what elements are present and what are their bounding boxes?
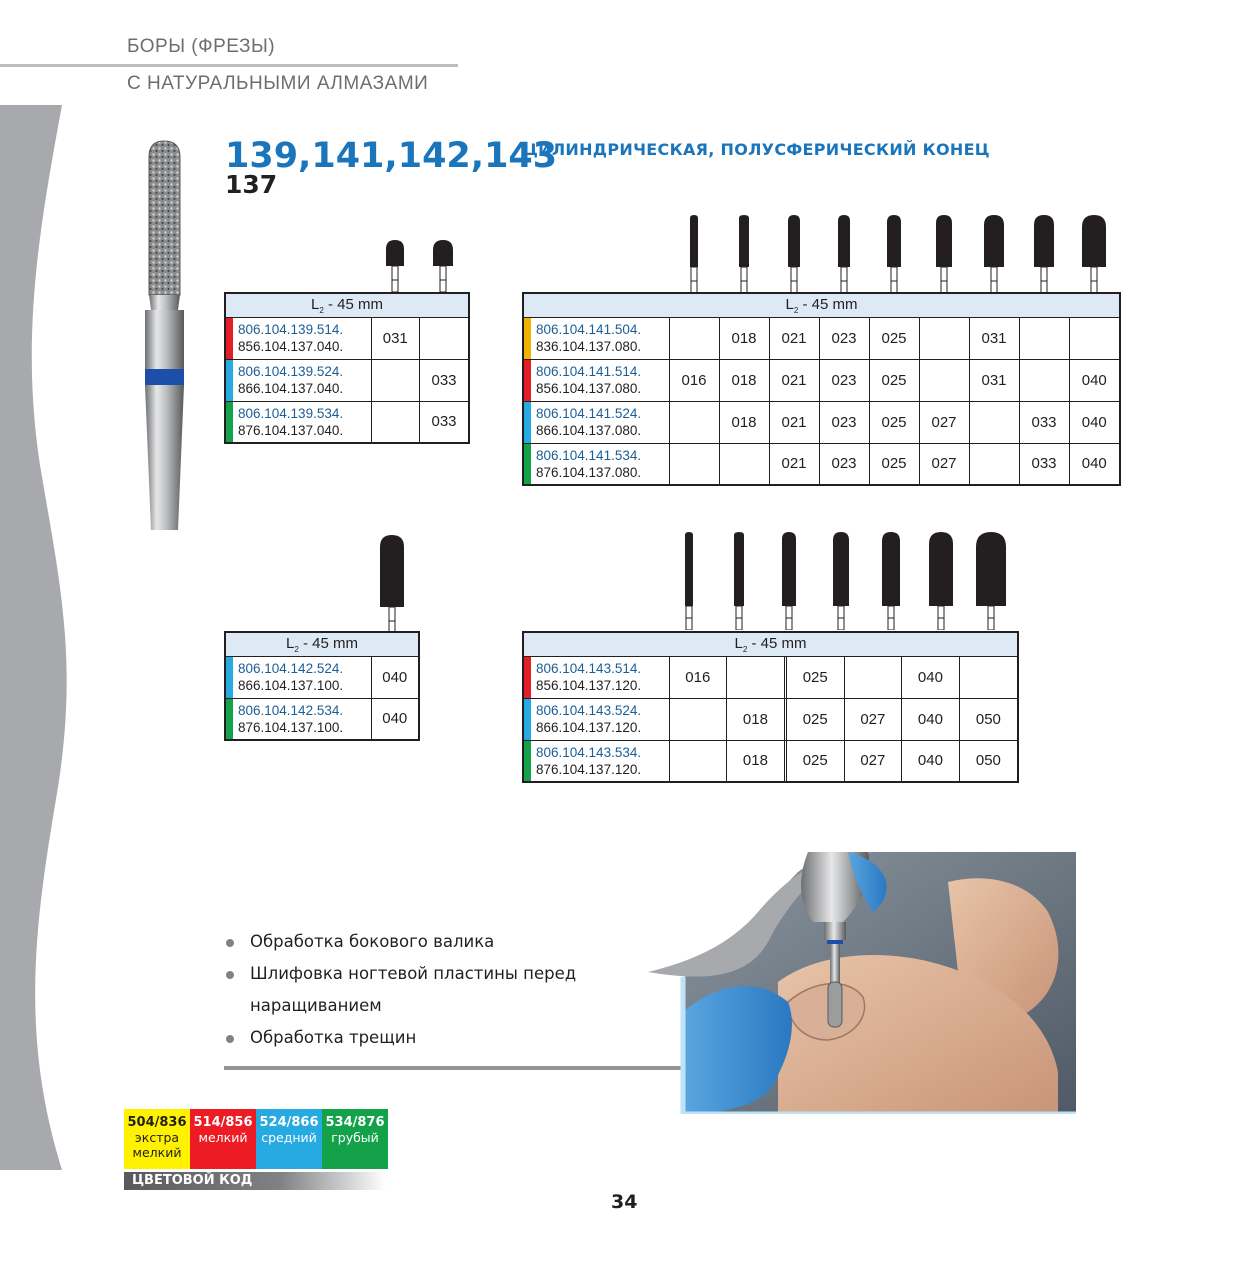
grit-color-marker xyxy=(524,318,531,359)
size-cell: 018 xyxy=(719,359,769,401)
grit-color-marker xyxy=(226,360,233,401)
size-cell xyxy=(420,317,469,359)
order-code-secondary: 866.104.137.120. xyxy=(536,720,642,735)
length-symbol: L xyxy=(785,295,794,313)
list-item xyxy=(224,1022,576,1054)
order-code-cell xyxy=(225,317,371,359)
bur-silhouette-icon xyxy=(1082,215,1106,293)
decorative-wave xyxy=(0,105,70,1175)
grit-color-marker xyxy=(226,402,233,443)
bur-silhouette-icon xyxy=(984,215,1004,293)
order-code-secondary: 876.104.137.120. xyxy=(536,761,642,777)
size-cell xyxy=(371,359,420,401)
legend-extra-fine xyxy=(124,1109,190,1169)
length-subscript: 2 xyxy=(319,305,324,315)
table-header xyxy=(523,293,1120,317)
bur-silhouettes-142 xyxy=(370,535,420,633)
order-code-secondary: 866.104.137.040. xyxy=(238,381,344,396)
order-code-primary: 806.104.139.514. xyxy=(238,322,344,337)
order-code-primary: 806.104.143.514. xyxy=(536,661,642,676)
list-item-text-continued: наращиванием xyxy=(250,996,382,1015)
list-item-text: Обработка трещин xyxy=(250,1028,417,1047)
size-cell: 025 xyxy=(869,401,919,443)
length-value: - 45 mm xyxy=(323,295,383,313)
table-row xyxy=(225,359,469,401)
size-cell: 023 xyxy=(819,317,869,359)
size-cell: 018 xyxy=(719,401,769,443)
order-code-cell xyxy=(523,443,669,485)
size-cell xyxy=(959,656,1018,698)
legend-medium xyxy=(256,1109,322,1169)
order-code-cell xyxy=(523,359,669,401)
spec-table-141 xyxy=(522,292,1121,486)
order-code-secondary: 856.104.137.120. xyxy=(536,678,642,693)
size-cell: 021 xyxy=(769,317,819,359)
table-row xyxy=(523,443,1120,485)
legend-label: мелкий xyxy=(198,1130,248,1145)
grit-color-marker xyxy=(226,699,233,740)
bur-silhouette-icon xyxy=(929,532,953,630)
length-subscript: 2 xyxy=(294,644,299,654)
size-cell: 016 xyxy=(669,656,727,698)
order-code-cell xyxy=(225,698,371,740)
legend-label: мелкий xyxy=(132,1145,182,1160)
table-row xyxy=(523,317,1120,359)
legend-label: средний xyxy=(261,1130,317,1145)
spec-table-143 xyxy=(522,631,1019,783)
size-cell: 025 xyxy=(869,443,919,485)
bur-silhouette-icon xyxy=(833,532,849,630)
size-cell: 050 xyxy=(959,740,1018,782)
size-cell: 033 xyxy=(420,359,469,401)
grit-color-marker xyxy=(226,657,233,698)
size-cell: 027 xyxy=(919,401,969,443)
feature-list xyxy=(224,926,576,1054)
size-cell: 021 xyxy=(769,401,819,443)
order-code-primary: 806.104.142.534. xyxy=(238,702,344,718)
bur-image xyxy=(140,135,200,535)
size-cell: 050 xyxy=(959,698,1018,740)
section-title: БОРЫ (ФРЕЗЫ) xyxy=(127,36,276,57)
order-code-primary: 806.104.142.524. xyxy=(238,661,344,676)
size-cell: 025 xyxy=(786,740,844,782)
table-header xyxy=(225,632,419,656)
table-row xyxy=(225,401,469,443)
legend-code: 534/876 xyxy=(325,1115,385,1130)
legend-code: 504/836 xyxy=(127,1115,187,1130)
list-item-text: Обработка бокового валика xyxy=(250,932,495,951)
size-cell: 033 xyxy=(420,401,469,443)
table-row xyxy=(523,359,1120,401)
size-cell: 027 xyxy=(844,740,902,782)
legend-caption-bar xyxy=(124,1172,386,1190)
size-cell: 018 xyxy=(727,740,785,782)
size-cell xyxy=(669,443,719,485)
size-cell: 016 xyxy=(669,359,719,401)
order-code-primary: 806.104.143.534. xyxy=(536,744,642,760)
bur-silhouette-icon xyxy=(782,532,796,630)
bur-silhouette-icon xyxy=(433,240,453,292)
size-cell: 025 xyxy=(786,698,844,740)
size-cell: 031 xyxy=(969,359,1019,401)
bur-silhouette-icon xyxy=(887,215,901,293)
bur-silhouettes-143 xyxy=(665,532,1025,630)
legend-code: 524/866 xyxy=(259,1115,319,1130)
length-value: - 45 mm xyxy=(298,634,358,652)
size-cell: 040 xyxy=(902,656,960,698)
order-code-primary: 806.104.141.534. xyxy=(536,447,642,463)
bullet-icon xyxy=(226,971,234,979)
table-row xyxy=(523,656,1018,698)
spec-table-139 xyxy=(224,292,470,444)
bur-silhouette-icon xyxy=(739,215,749,293)
order-code-cell xyxy=(225,401,371,443)
bur-silhouette-icon xyxy=(734,532,744,630)
size-cell: 031 xyxy=(371,317,420,359)
length-subscript: 2 xyxy=(793,305,799,315)
legend-code: 514/856 xyxy=(193,1115,253,1130)
order-code-secondary: 836.104.137.080. xyxy=(536,339,642,354)
section-subtitle: С НАТУРАЛЬНЫМИ АЛМАЗАМИ xyxy=(127,73,429,94)
grit-color-marker xyxy=(524,699,531,740)
size-cell xyxy=(1019,317,1069,359)
bur-silhouette-icon xyxy=(882,532,900,630)
table-row xyxy=(225,656,419,698)
bur-silhouette-icon xyxy=(690,215,698,293)
size-cell: 040 xyxy=(371,698,419,740)
order-code-cell xyxy=(523,698,669,740)
shape-description: ЦИЛИНДРИЧЕСКАЯ, ПОЛУСФЕРИЧЕСКИЙ КОНЕЦ xyxy=(523,140,990,159)
table-row xyxy=(225,698,419,740)
size-cell: 040 xyxy=(1069,443,1120,485)
page-title-secondary: 137 xyxy=(225,170,278,199)
order-code-primary: 806.104.141.524. xyxy=(536,406,642,421)
order-code-primary: 806.104.139.534. xyxy=(238,405,344,421)
list-item-text: Шлифовка ногтевой пластины перед xyxy=(250,964,577,983)
order-code-cell xyxy=(523,401,669,443)
size-cell: 023 xyxy=(819,359,869,401)
order-code-secondary: 876.104.137.040. xyxy=(238,422,344,438)
table-row xyxy=(523,401,1120,443)
size-cell: 023 xyxy=(819,401,869,443)
order-code-secondary: 876.104.137.080. xyxy=(536,464,642,480)
bur-silhouette-icon xyxy=(380,535,404,633)
size-cell: 027 xyxy=(844,698,902,740)
list-item xyxy=(224,958,576,1022)
size-cell xyxy=(669,401,719,443)
size-cell xyxy=(969,443,1019,485)
size-cell xyxy=(1069,317,1120,359)
order-code-primary: 806.104.143.524. xyxy=(536,703,642,718)
divider xyxy=(224,1066,684,1070)
legend-caption: ЦВЕТОВОЙ КОД xyxy=(132,1173,253,1188)
size-cell: 033 xyxy=(1019,401,1069,443)
size-cell xyxy=(969,401,1019,443)
length-symbol: L xyxy=(311,295,320,313)
size-cell xyxy=(371,401,420,443)
size-cell: 025 xyxy=(869,359,919,401)
size-cell: 021 xyxy=(769,443,819,485)
length-subscript: 2 xyxy=(742,644,748,654)
order-code-primary: 806.104.141.504. xyxy=(536,322,642,337)
page-title: 139,141,142,143 xyxy=(225,136,558,176)
grit-color-marker xyxy=(524,360,531,401)
order-code-cell xyxy=(523,656,669,698)
bur-silhouette-icon xyxy=(788,215,800,293)
size-cell xyxy=(919,317,969,359)
size-cell xyxy=(919,359,969,401)
size-cell xyxy=(669,698,727,740)
size-cell: 040 xyxy=(1069,359,1120,401)
table-header xyxy=(523,632,1018,656)
size-cell: 018 xyxy=(727,698,785,740)
order-code-secondary: 856.104.137.040. xyxy=(238,339,344,354)
bur-silhouette-icon xyxy=(936,215,952,293)
table-header xyxy=(225,293,469,317)
list-item xyxy=(224,926,576,958)
grit-color-marker xyxy=(524,657,531,698)
size-cell xyxy=(669,740,727,782)
grit-color-marker xyxy=(226,318,233,359)
header-divider xyxy=(0,64,458,67)
color-code-legend xyxy=(124,1109,388,1169)
bullet-icon xyxy=(226,1035,234,1043)
size-cell xyxy=(844,656,902,698)
order-code-secondary: 876.104.137.100. xyxy=(238,719,344,735)
size-cell: 040 xyxy=(902,740,960,782)
bur-silhouette-icon xyxy=(838,215,850,293)
table-row xyxy=(523,698,1018,740)
grit-color-marker xyxy=(524,741,531,782)
order-code-primary: 806.104.139.524. xyxy=(238,364,344,379)
length-value: - 45 mm xyxy=(747,634,807,652)
size-cell: 021 xyxy=(769,359,819,401)
order-code-primary: 806.104.141.514. xyxy=(536,364,642,379)
order-code-cell xyxy=(225,656,371,698)
size-cell: 018 xyxy=(719,317,769,359)
size-cell: 025 xyxy=(869,317,919,359)
grit-color-marker xyxy=(524,402,531,443)
legend-coarse xyxy=(322,1109,388,1169)
length-symbol: L xyxy=(734,634,743,652)
size-cell xyxy=(669,317,719,359)
length-symbol: L xyxy=(286,634,295,652)
usage-photo xyxy=(648,852,1076,1114)
size-cell: 025 xyxy=(786,656,844,698)
order-code-cell xyxy=(523,317,669,359)
bur-silhouette-icon xyxy=(386,240,404,292)
size-cell xyxy=(727,656,785,698)
bur-silhouette-icon xyxy=(685,532,693,630)
order-code-secondary: 856.104.137.080. xyxy=(536,381,642,396)
legend-label: экстра xyxy=(134,1130,180,1145)
order-code-cell xyxy=(523,740,669,782)
size-cell xyxy=(719,443,769,485)
table-row xyxy=(523,740,1018,782)
size-cell: 023 xyxy=(819,443,869,485)
order-code-secondary: 866.104.137.080. xyxy=(536,423,642,438)
size-cell: 040 xyxy=(371,656,419,698)
size-cell: 031 xyxy=(969,317,1019,359)
page-number: 34 xyxy=(611,1191,638,1213)
legend-label: грубый xyxy=(331,1130,379,1145)
size-cell xyxy=(1019,359,1069,401)
order-code-secondary: 866.104.137.100. xyxy=(238,678,344,693)
length-value: - 45 mm xyxy=(798,295,858,313)
size-cell: 033 xyxy=(1019,443,1069,485)
table-row xyxy=(225,317,469,359)
size-cell: 040 xyxy=(1069,401,1120,443)
spec-table-142 xyxy=(224,631,420,741)
bur-silhouettes-141 xyxy=(670,215,1130,293)
size-cell: 040 xyxy=(902,698,960,740)
grit-color-marker xyxy=(524,444,531,485)
legend-fine xyxy=(190,1109,256,1169)
bullet-icon xyxy=(226,939,234,947)
bur-silhouette-icon xyxy=(976,532,1006,630)
order-code-cell xyxy=(225,359,371,401)
size-cell: 027 xyxy=(919,443,969,485)
bur-silhouette-icon xyxy=(1034,215,1054,293)
bur-silhouettes-139 xyxy=(380,240,460,292)
